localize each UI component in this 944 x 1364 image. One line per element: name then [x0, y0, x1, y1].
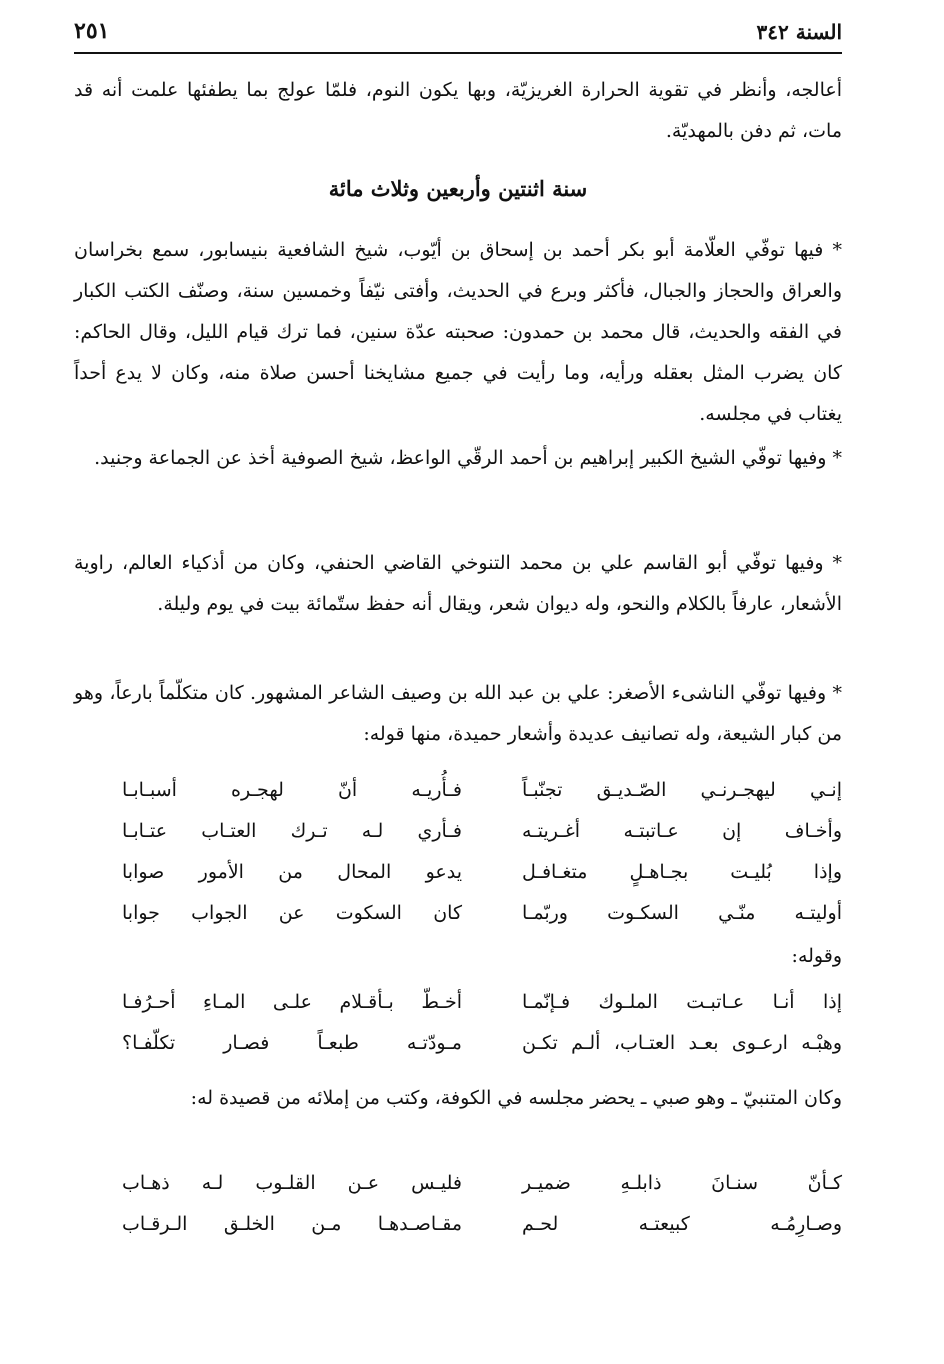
obituary-entry: * وفيها توفّي الشيخ الكبير إبراهيم بن أحمد الرقّي الواعظ، شيخ الصوفية أخذ عن الجماعة وجنيد. — [94, 447, 842, 469]
verse-second-hemistich: مقـاصـدهـا مـن الخلـق الـرقـاب — [122, 1213, 462, 1235]
verse-second-hemistich: مـودّتـه طبعـاً فصـار تكلّفـا؟ — [122, 1032, 462, 1054]
poem-3 — [74, 1163, 842, 1245]
verse-first-hemistich: وصـارِمُـه كبيعتـه لحـم — [522, 1213, 842, 1235]
closing-paragraph: وكان المتنبيّ ـ وهو صبي ـ يحضر مجلسه في الكوفة، وكتب من إملائه من قصيدة له: — [190, 1087, 842, 1109]
verse — [74, 982, 842, 1023]
running-title: السنة ٣٤٢ — [756, 20, 842, 44]
verse — [74, 893, 842, 934]
book-page — [74, 18, 842, 1338]
verse — [74, 811, 842, 852]
verse-second-hemistich: كان السكوت عن الجواب جوابا — [122, 902, 462, 924]
opening-paragraph: أعالجه، وأنظر في تقوية الحرارة الغريزيّة، وبها يكون النوم، فلمّا عولج بما يطفئها علمت أنه قد مات، ثم دفن بالمهديّة. — [74, 79, 842, 142]
obituary-entry: * فيها توفّي العلّامة أبو بكر أحمد بن إسحاق بن أيّوب، شيخ الشافعية بنيسابور، سمع بخراسان والعراق والحجاز والجبال، فأكثر وبرع في الحديث، وأفتى نيّفاً وخمسين سنة، وصنّف الكتب الكبار في الفقه والحديث، قال محمد بن حمدون: صحبته عدّة سنين، فما ترك قيام الليل، وقال الحاكم: كان يضرب المثل بعقله ورأيه، وما رأيت في جميع مشايخنا أحسن صلاة منه، وكان لا يدع أحداً يغتاب في مجلسه. — [74, 239, 842, 425]
verse-first-hemistich: أوليتـه منّـي السكـوت وربّمـا — [522, 902, 842, 924]
verse — [74, 1204, 842, 1245]
obituary-entry: * وفيها توفّي أبو القاسم علي بن محمد التنوخي القاضي الحنفي، وكان من أذكياء العالم، راوية الأشعار، عارفاً بالكلام والنحو، وله ديوان شعر، ويقال أنه حفظ ستّمائة بيت في يوم وليلة. — [74, 552, 842, 615]
obituary-entry: * وفيها توفّي الناشىء الأصغر: علي بن عبد الله بن وصيف الشاعر المشهور. كان متكلّماً بارعاً، وهو من كبار الشيعة، وله تصانيف عديدة وأشعار حميدة، منها قوله: — [74, 682, 842, 745]
verse-second-hemistich: فليـس عـن القلـوب لـه ذهـاب — [122, 1172, 462, 1194]
section-heading: سنة اثنتين وأربعين وثلاث مائة — [328, 176, 588, 201]
verse-first-hemistich: إنـي ليهجـرنـي الصّـديـق تجنّبـاً — [522, 779, 842, 801]
verse-second-hemistich: فـأُريـه أنّ لهجـره أسبـابـا — [122, 779, 462, 801]
poem-1 — [74, 770, 842, 934]
verse — [74, 770, 842, 811]
verse-first-hemistich: كـأنّ سنـانَ ذابلـهِ ضميـر — [522, 1172, 842, 1194]
page-header — [74, 18, 842, 54]
verse-second-hemistich: فـأري لـه تـرك العتـاب عتـابـا — [122, 820, 462, 842]
verse-first-hemistich: وإذا بُليـت بجـاهـلٍ متغـافـل — [522, 861, 842, 883]
verse-second-hemistich: أخـطّ بـأقـلام علـى المـاءِ أحـرُفـا — [122, 991, 462, 1013]
verse-second-hemistich: يدعو المحال من الأمور صوابا — [122, 861, 462, 883]
verse — [74, 852, 842, 893]
verse — [74, 1023, 842, 1064]
verse — [74, 1163, 842, 1204]
verse-first-hemistich: إذا أنـا عـاتبـت الملـوك فـإنّمـا — [522, 991, 842, 1013]
verse-first-hemistich: وأخـاف إن عـاتبتـه أغـريتـه — [522, 820, 842, 842]
verse-first-hemistich: وهبْـه ارعـوى بعـد العتـاب، ألـم تكـن — [522, 1032, 842, 1054]
page-number: ٢٥١ — [74, 18, 110, 44]
poem-2 — [74, 982, 842, 1064]
and-his-saying-label: وقوله: — [791, 945, 842, 967]
